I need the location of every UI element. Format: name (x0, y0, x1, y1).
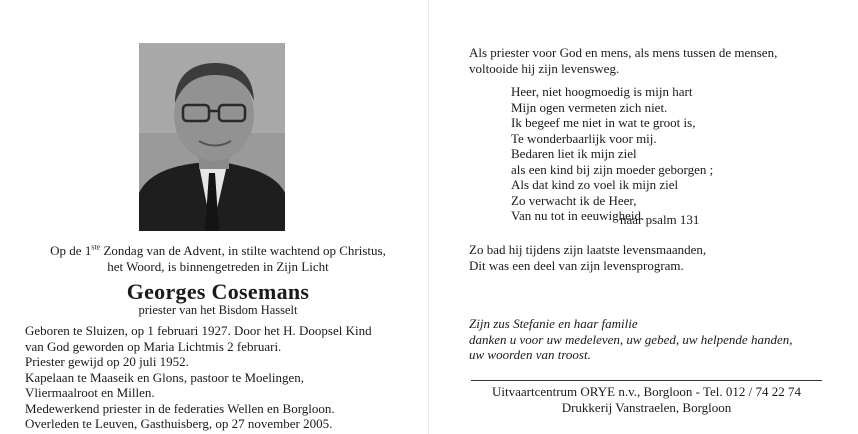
closing-line: Zo bad hij tijdens zijn laatste levensmaanden, (469, 242, 707, 257)
closing-line: Dit was een deel van zijn levensprogram. (469, 257, 684, 273)
psalm-line: Bedaren liet ik mijn ziel (511, 146, 637, 161)
psalm-line: Mijn ogen vermeten zich niet. (511, 99, 668, 115)
right-intro-line: Als priester voor God en mens, als mens tussen de mensen, (469, 45, 778, 60)
funeral-home-info (471, 384, 822, 415)
psalm-text (511, 84, 713, 224)
bio-line: Overleden te Leuven, Gasthuisberg, op 27 november 2005. (25, 416, 333, 431)
intro-text (20, 243, 416, 274)
bio-line: Priester gewijd op 20 juli 1952. (25, 354, 189, 369)
right-intro (469, 45, 777, 76)
footer-divider (471, 380, 822, 381)
right-intro-line: voltooide hij zijn levensweg. (469, 60, 620, 76)
psalm-line: Ik begeef me niet in wat te groot is, (511, 115, 696, 130)
psalm-reference: naar psalm 131 (620, 212, 700, 227)
funeral-line: Drukkerij Vanstraelen, Borgloon (561, 399, 732, 415)
bio-line: Medewerkend priester in de federaties Wellen en Borgloon. (25, 400, 335, 416)
funeral-line: Uitvaartcentrum ORYE n.v., Borgloon - Tel. 012 / 74 22 74 (491, 384, 801, 399)
portrait-photo (139, 43, 285, 231)
biography (25, 323, 372, 432)
bio-line: Geboren te Sluizen, op 1 februari 1927. Door het H. Doopsel Kind (25, 323, 372, 338)
psalm-line: Zo verwacht ik de Heer, (511, 192, 637, 208)
deceased-title: priester van het Bisdom Hasselt (138, 303, 298, 317)
deceased-name: Georges Cosemans (126, 279, 310, 304)
closing-text (469, 242, 706, 273)
psalm-line: Van nu tot in eeuwigheid. (511, 208, 645, 223)
psalm-line: Heer, niet hoogmoedig is mijn hart (511, 84, 693, 99)
psalm-line: als een kind bij zijn moeder geborgen ; (511, 161, 714, 177)
bio-line: Kapelaan te Maaseik en Glons, pastoor te Moelingen, (25, 369, 305, 385)
family-line: Zijn zus Stefanie en haar familie (469, 316, 638, 331)
family-line: uw woorden van troost. (469, 347, 591, 362)
psalm-line: Te wonderbaarlijk voor mij. (511, 130, 657, 146)
intro-line: het Woord, is binnengetreden in Zijn Licht (107, 258, 329, 274)
bio-line: Vliermaalroot en Millen. (25, 385, 155, 400)
bio-line: van God geworden op Maria Lichtmis 2 februari. (25, 338, 282, 354)
psalm-line: Als dat kind zo voel ik mijn ziel (511, 177, 679, 192)
intro-line: Op de 1ste Zondag van de Advent, in stilte wachtend op Christus, (50, 242, 386, 258)
fold-line (428, 0, 429, 434)
family-line: danken u voor uw medeleven, uw gebed, uw helpende handen, (469, 331, 793, 347)
family-thanks (469, 316, 792, 363)
